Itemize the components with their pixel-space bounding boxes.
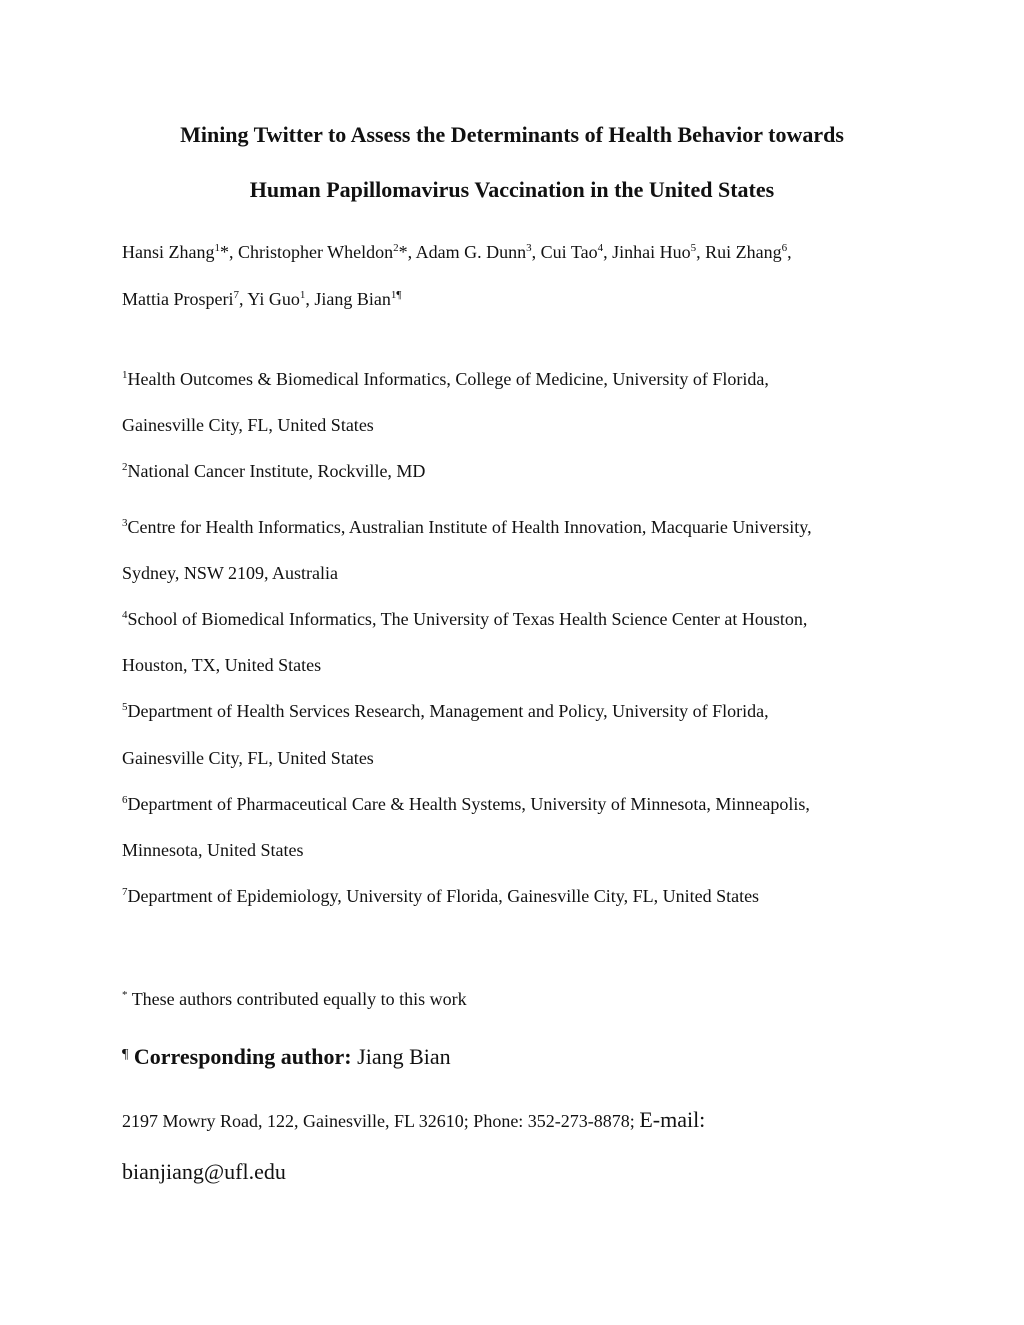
author-name: Jinhai Huo [612, 242, 691, 262]
affiliation-6-line-1 [122, 792, 810, 816]
author-name: Hansi Zhang [122, 242, 215, 262]
paper-title-line-1: Mining Twitter to Assess the Determinants of Health Behavior towards [180, 122, 844, 147]
affiliation-number: 7 [122, 886, 128, 898]
author-name: Jiang Bian [314, 289, 391, 309]
affiliation-number: 6 [122, 794, 128, 806]
affiliation-number: 3 [122, 517, 128, 529]
author-affiliation-sup: 1 [299, 289, 306, 301]
affiliation-6-line-2: Minnesota, United States [122, 840, 304, 860]
author-name: Christopher Wheldon [237, 242, 394, 262]
affiliation-4-line-1 [122, 607, 807, 631]
affiliation-text: Health Outcomes & Biomedical Informatics, College of Medicine, University of Florida, [127, 369, 769, 389]
affiliation-text: Department of Epidemiology, University of Florida, Gainesville City, FL, United States [127, 886, 760, 906]
corresponding-email[interactable]: bianjiang@ufl.edu [122, 1159, 286, 1184]
corresponding-address-line [122, 1108, 705, 1133]
equal-contribution-note [122, 987, 467, 1011]
author-list-line-1: Hansi Zhang$^1$*, Christopher Wheldon$^2$*, Adam G. Dunn$^3$, Cui Tao$^4$, Jinhai Huo$^5$, Rui Zhang$^6$, [122, 242, 792, 262]
author-name: Yi Guo [247, 289, 300, 309]
equal-contribution-mark: * [122, 989, 128, 1001]
affiliation-3-line-1 [122, 515, 812, 539]
corresponding-author-label: Corresponding author: [133, 1044, 352, 1069]
affiliation-text: School of Biomedical Informatics, The University of Texas Health Science Center at Houston, [127, 609, 808, 629]
affiliation-5-line-1 [122, 699, 769, 723]
affiliation-1-line-2: Gainesville City, FL, United States [122, 415, 374, 435]
affiliation-7-line-1 [122, 884, 759, 908]
author-name: Adam G. Dunn [415, 242, 527, 262]
affiliation-2-line-1 [122, 459, 425, 483]
affiliation-5-line-2: Gainesville City, FL, United States [122, 748, 374, 768]
author-affiliation-sup: 6 [781, 242, 788, 254]
corresponding-author-name: Jiang Bian [357, 1044, 451, 1069]
affiliation-text: Department of Pharmaceutical Care & Health Systems, University of Minnesota, Minneapolis, [127, 794, 810, 814]
author-mark: * [219, 242, 229, 262]
author-name: Cui Tao [540, 242, 598, 262]
corresponding-author-line [122, 1043, 451, 1071]
pilcrow-mark: ¶ [122, 1047, 129, 1062]
author-affiliation-sup: 2 [393, 242, 399, 254]
author-affiliation-sup: 3 [526, 242, 532, 254]
author-affiliation-sup: 1¶ [390, 289, 402, 301]
corresponding-address: 2197 Mowry Road, 122, Gainesville, FL 32610; Phone: 352-273-8878; [122, 1111, 635, 1131]
affiliation-3-line-2: Sydney, NSW 2109, Australia [122, 563, 338, 583]
affiliation-text: Centre for Health Informatics, Australian Institute of Health Innovation, Macquarie University, [127, 517, 812, 537]
affiliation-number: 1 [122, 369, 128, 381]
affiliation-number: 4 [122, 609, 128, 621]
equal-contribution-text: These authors contributed equally to this work [131, 989, 467, 1009]
author-name: Mattia Prosperi [122, 289, 234, 309]
author-list-line-2: Mattia Prosperi$^7$, Yi Guo$^1$, Jiang Bian$^{1\P}$ [122, 289, 402, 309]
affiliation-4-line-2: Houston, TX, United States [122, 655, 322, 675]
author-name: Rui Zhang [705, 242, 782, 262]
author-affiliation-sup: 1 [214, 242, 220, 254]
affiliation-text: Department of Health Services Research, Management and Policy, University of Florida, [127, 701, 769, 721]
email-label: E-mail: [639, 1107, 706, 1132]
author-affiliation-sup: 7 [233, 289, 239, 301]
affiliation-text: National Cancer Institute, Rockville, MD [127, 461, 426, 481]
paper-title-line-2: Human Papillomavirus Vaccination in the United States [249, 177, 775, 202]
author-affiliation-sup: 4 [597, 242, 604, 254]
author-affiliation-sup: 5 [690, 242, 697, 254]
affiliation-1-line-1 [122, 367, 769, 391]
affiliation-number: 5 [122, 701, 128, 713]
affiliation-number: 2 [122, 461, 128, 473]
author-mark: * [398, 242, 408, 262]
